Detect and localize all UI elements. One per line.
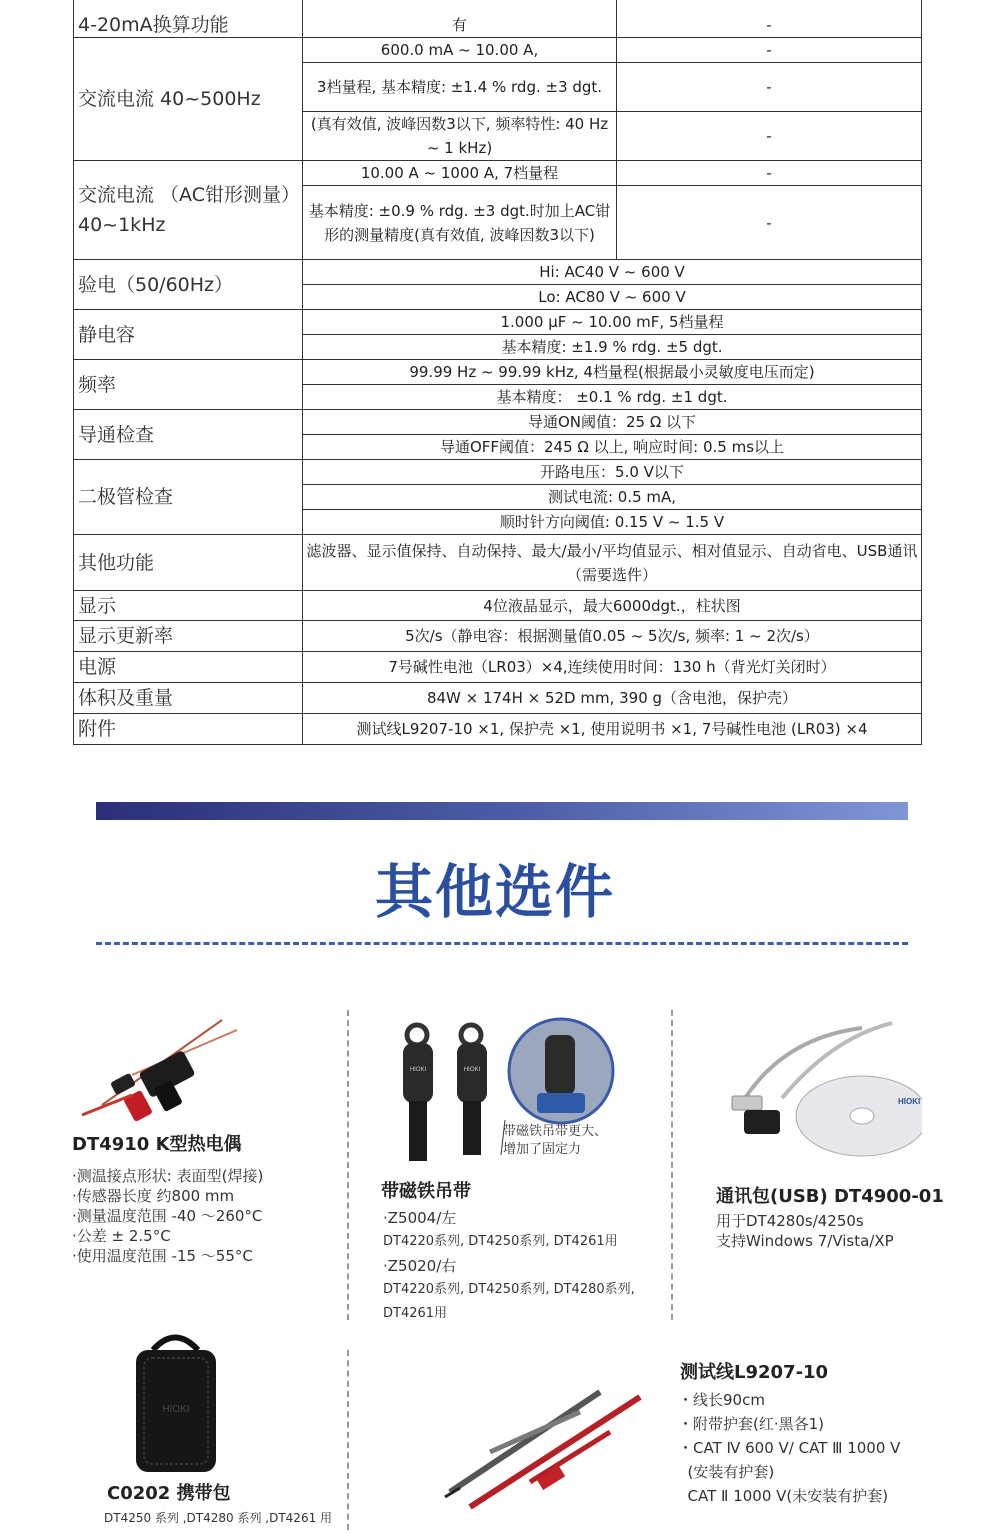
other-functions-value: 滤波器、显示值保持、自动保持、最大/最小/平均值显示、相对值显示、自动省电、USB通讯（需要选件） xyxy=(303,535,922,591)
strap-details xyxy=(383,1206,635,1322)
strap-callout-line-2: 增加了固定力 xyxy=(503,1142,582,1157)
row-label-power: 电源 xyxy=(74,652,303,683)
row-label-4-20ma: 4-20mA换算功能 xyxy=(74,0,303,38)
row-label-size-weight: 体积及重量 xyxy=(74,683,303,714)
strap-line-5: DT4261用 xyxy=(383,1306,448,1321)
ac-clamp-line-2: 基本精度: ±0.9 % rdg. ±3 dgt.时加上AC钳形的测量精度(真有效值, 波峰因数3以下) xyxy=(303,186,617,260)
ac-current-line-3: (真有效值, 波峰因数3以下, 频率特性: 40 Hz ~ 1 kHz) xyxy=(303,112,617,161)
capacitance-line-1: 1.000 μF ~ 10.00 mF, 5档量程 xyxy=(303,310,922,335)
voltage-detect-line-1: Hi: AC40 V ~ 600 V xyxy=(303,260,922,285)
row-label-continuity: 导通检查 xyxy=(74,410,303,460)
row-label-other-functions: 其他功能 xyxy=(74,535,303,591)
thermocouple-image xyxy=(72,1015,252,1125)
row-label-capacitance: 静电容 xyxy=(74,310,303,360)
test-leads-line-1: ・线长90cm xyxy=(678,1391,765,1409)
row-label-ac-clamp: 交流电流 （AC钳形测量）40~1kHz xyxy=(74,161,303,260)
usb-pack-line-2: 支持Windows 7/Vista/XP xyxy=(716,1232,894,1250)
test-leads-details xyxy=(678,1388,900,1508)
test-leads-image xyxy=(440,1372,660,1512)
strap-line-4: DT4220系列, DT4250系列, DT4280系列, xyxy=(383,1282,635,1297)
ac-clamp-extra-1: - xyxy=(617,161,922,186)
thermocouple-spec-2: ·传感器长度 约800 mm xyxy=(72,1187,235,1205)
accessories-value: 测试线L9207-10 ×1, 保护壳 ×1, 使用说明书 ×1, 7号碱性电池 (LR03) ×4 xyxy=(303,714,922,745)
case-brand-text: HIOKI xyxy=(162,1404,190,1415)
refresh-rate-value: 5次/s（静电容：根据测量值0.05 ~ 5次/s, 频率: 1 ~ 2次/s） xyxy=(303,621,922,652)
row-label-ac-current: 交流电流 40~500Hz xyxy=(74,38,303,161)
thermocouple-spec-3: ·测量温度范围 -40 ～260°C xyxy=(72,1207,263,1225)
usb-pack-image xyxy=(722,1018,922,1163)
strap-callout xyxy=(503,1123,607,1159)
thermocouple-specs xyxy=(72,1166,263,1266)
strap-line-2: DT4220系列, DT4250系列, DT4261用 xyxy=(383,1234,618,1249)
strap-line-1: ·Z5004/左 xyxy=(383,1209,457,1227)
size-weight-value: 84W × 174H × 52D mm, 390 g（含电池，保护壳） xyxy=(303,683,922,714)
display-value: 4位液晶显示，最大6000dgt.，柱状图 xyxy=(303,591,922,621)
thermocouple-spec-4: ·公差 ± 2.5°C xyxy=(72,1227,171,1245)
row-extra-4-20ma: - xyxy=(617,0,922,38)
power-value: 7号碱性电池（LR03）×4,连续使用时间：130 h（背光灯关闭时） xyxy=(303,652,922,683)
case-subtitle: DT4250 系列 ,DT4280 系列 ,DT4261 用 xyxy=(104,1511,333,1525)
row-label-frequency: 频率 xyxy=(74,360,303,410)
ac-current-extra-2: - xyxy=(617,63,922,112)
row-label-refresh-rate: 显示更新率 xyxy=(74,621,303,652)
test-leads-title: 测试线L9207-10 xyxy=(680,1362,829,1383)
section-title: 其他选件 xyxy=(374,858,615,926)
ac-current-extra-3: - xyxy=(617,112,922,161)
usb-pack-line-1: 用于DT4280s/4250s xyxy=(716,1212,864,1230)
diode-line-3: 顺时针方向阈值: 0.15 V ~ 1.5 V xyxy=(303,510,922,535)
case-title: C0202 携带包 xyxy=(107,1483,231,1504)
row-label-display: 显示 xyxy=(74,591,303,621)
vertical-divider-1 xyxy=(347,1010,349,1320)
strap-line-3: ·Z5020/右 xyxy=(383,1257,457,1275)
cd-brand-text: HIOKI xyxy=(898,1097,921,1106)
test-leads-line-2: ・附带护套(红·黑各1) xyxy=(678,1415,825,1433)
thermocouple-spec-5: ·使用温度范围 -15 ～55°C xyxy=(72,1247,253,1265)
continuity-line-2: 导通OFF阈值：245 Ω 以上, 响应时间: 0.5 ms以上 xyxy=(303,435,922,460)
spec-table xyxy=(73,0,922,745)
diode-line-2: 测试电流: 0.5 mA, xyxy=(303,485,922,510)
ac-current-line-1: 600.0 mA ~ 10.00 A, xyxy=(303,38,617,63)
strap-brand-right: HIOKI xyxy=(463,1067,481,1073)
row-label-accessories: 附件 xyxy=(74,714,303,745)
ac-clamp-line-1: 10.00 A ~ 1000 A, 7档量程 xyxy=(303,161,617,186)
vertical-divider-2 xyxy=(671,1010,673,1320)
strap-callout-line-1: 带磁铁吊带更大、 xyxy=(503,1124,608,1139)
test-leads-line-4: (安装有护套) xyxy=(678,1463,775,1481)
continuity-line-1: 导通ON阈值：25 Ω 以下 xyxy=(303,410,922,435)
ac-current-extra-1: - xyxy=(617,38,922,63)
capacitance-line-2: 基本精度: ±1.9 % rdg. ±5 dgt. xyxy=(303,335,922,360)
row-value-4-20ma: 有 xyxy=(303,0,617,38)
diode-line-1: 开路电压：5.0 V以下 xyxy=(303,460,922,485)
thermocouple-spec-1: ·测温接点形状: 表面型(焊接) xyxy=(72,1167,264,1185)
carrying-case-image xyxy=(128,1330,223,1475)
row-label-voltage-detect: 验电（50/60Hz） xyxy=(74,260,303,310)
thermocouple-title: DT4910 K型热电偶 xyxy=(72,1134,242,1155)
row-label-diode: 二极管检查 xyxy=(74,460,303,535)
section-dashed-divider xyxy=(96,942,908,945)
vertical-divider-3 xyxy=(347,1350,349,1530)
voltage-detect-line-2: Lo: AC80 V ~ 600 V xyxy=(303,285,922,310)
strap-title: 带磁铁吊带 xyxy=(381,1181,471,1202)
ac-clamp-extra-2: - xyxy=(617,186,922,260)
frequency-line-1: 99.99 Hz ~ 99.99 kHz, 4档量程(根据最小灵敏度电压而定) xyxy=(303,360,922,385)
ac-current-line-2: 3档量程, 基本精度: ±1.4 % rdg. ±3 dgt. xyxy=(303,63,617,112)
test-leads-line-3: ・CAT Ⅳ 600 V/ CAT Ⅲ 1000 V xyxy=(678,1439,901,1457)
test-leads-line-5: CAT Ⅱ 1000 V(未安装有护套) xyxy=(678,1487,889,1505)
strap-brand-left: HIOKI xyxy=(409,1067,427,1073)
section-gradient-bar xyxy=(96,802,908,820)
frequency-line-2: 基本精度： ±0.1 % rdg. ±1 dgt. xyxy=(303,385,922,410)
usb-pack-details xyxy=(716,1211,894,1251)
usb-pack-title: 通讯包(USB) DT4900-01 xyxy=(716,1186,944,1207)
